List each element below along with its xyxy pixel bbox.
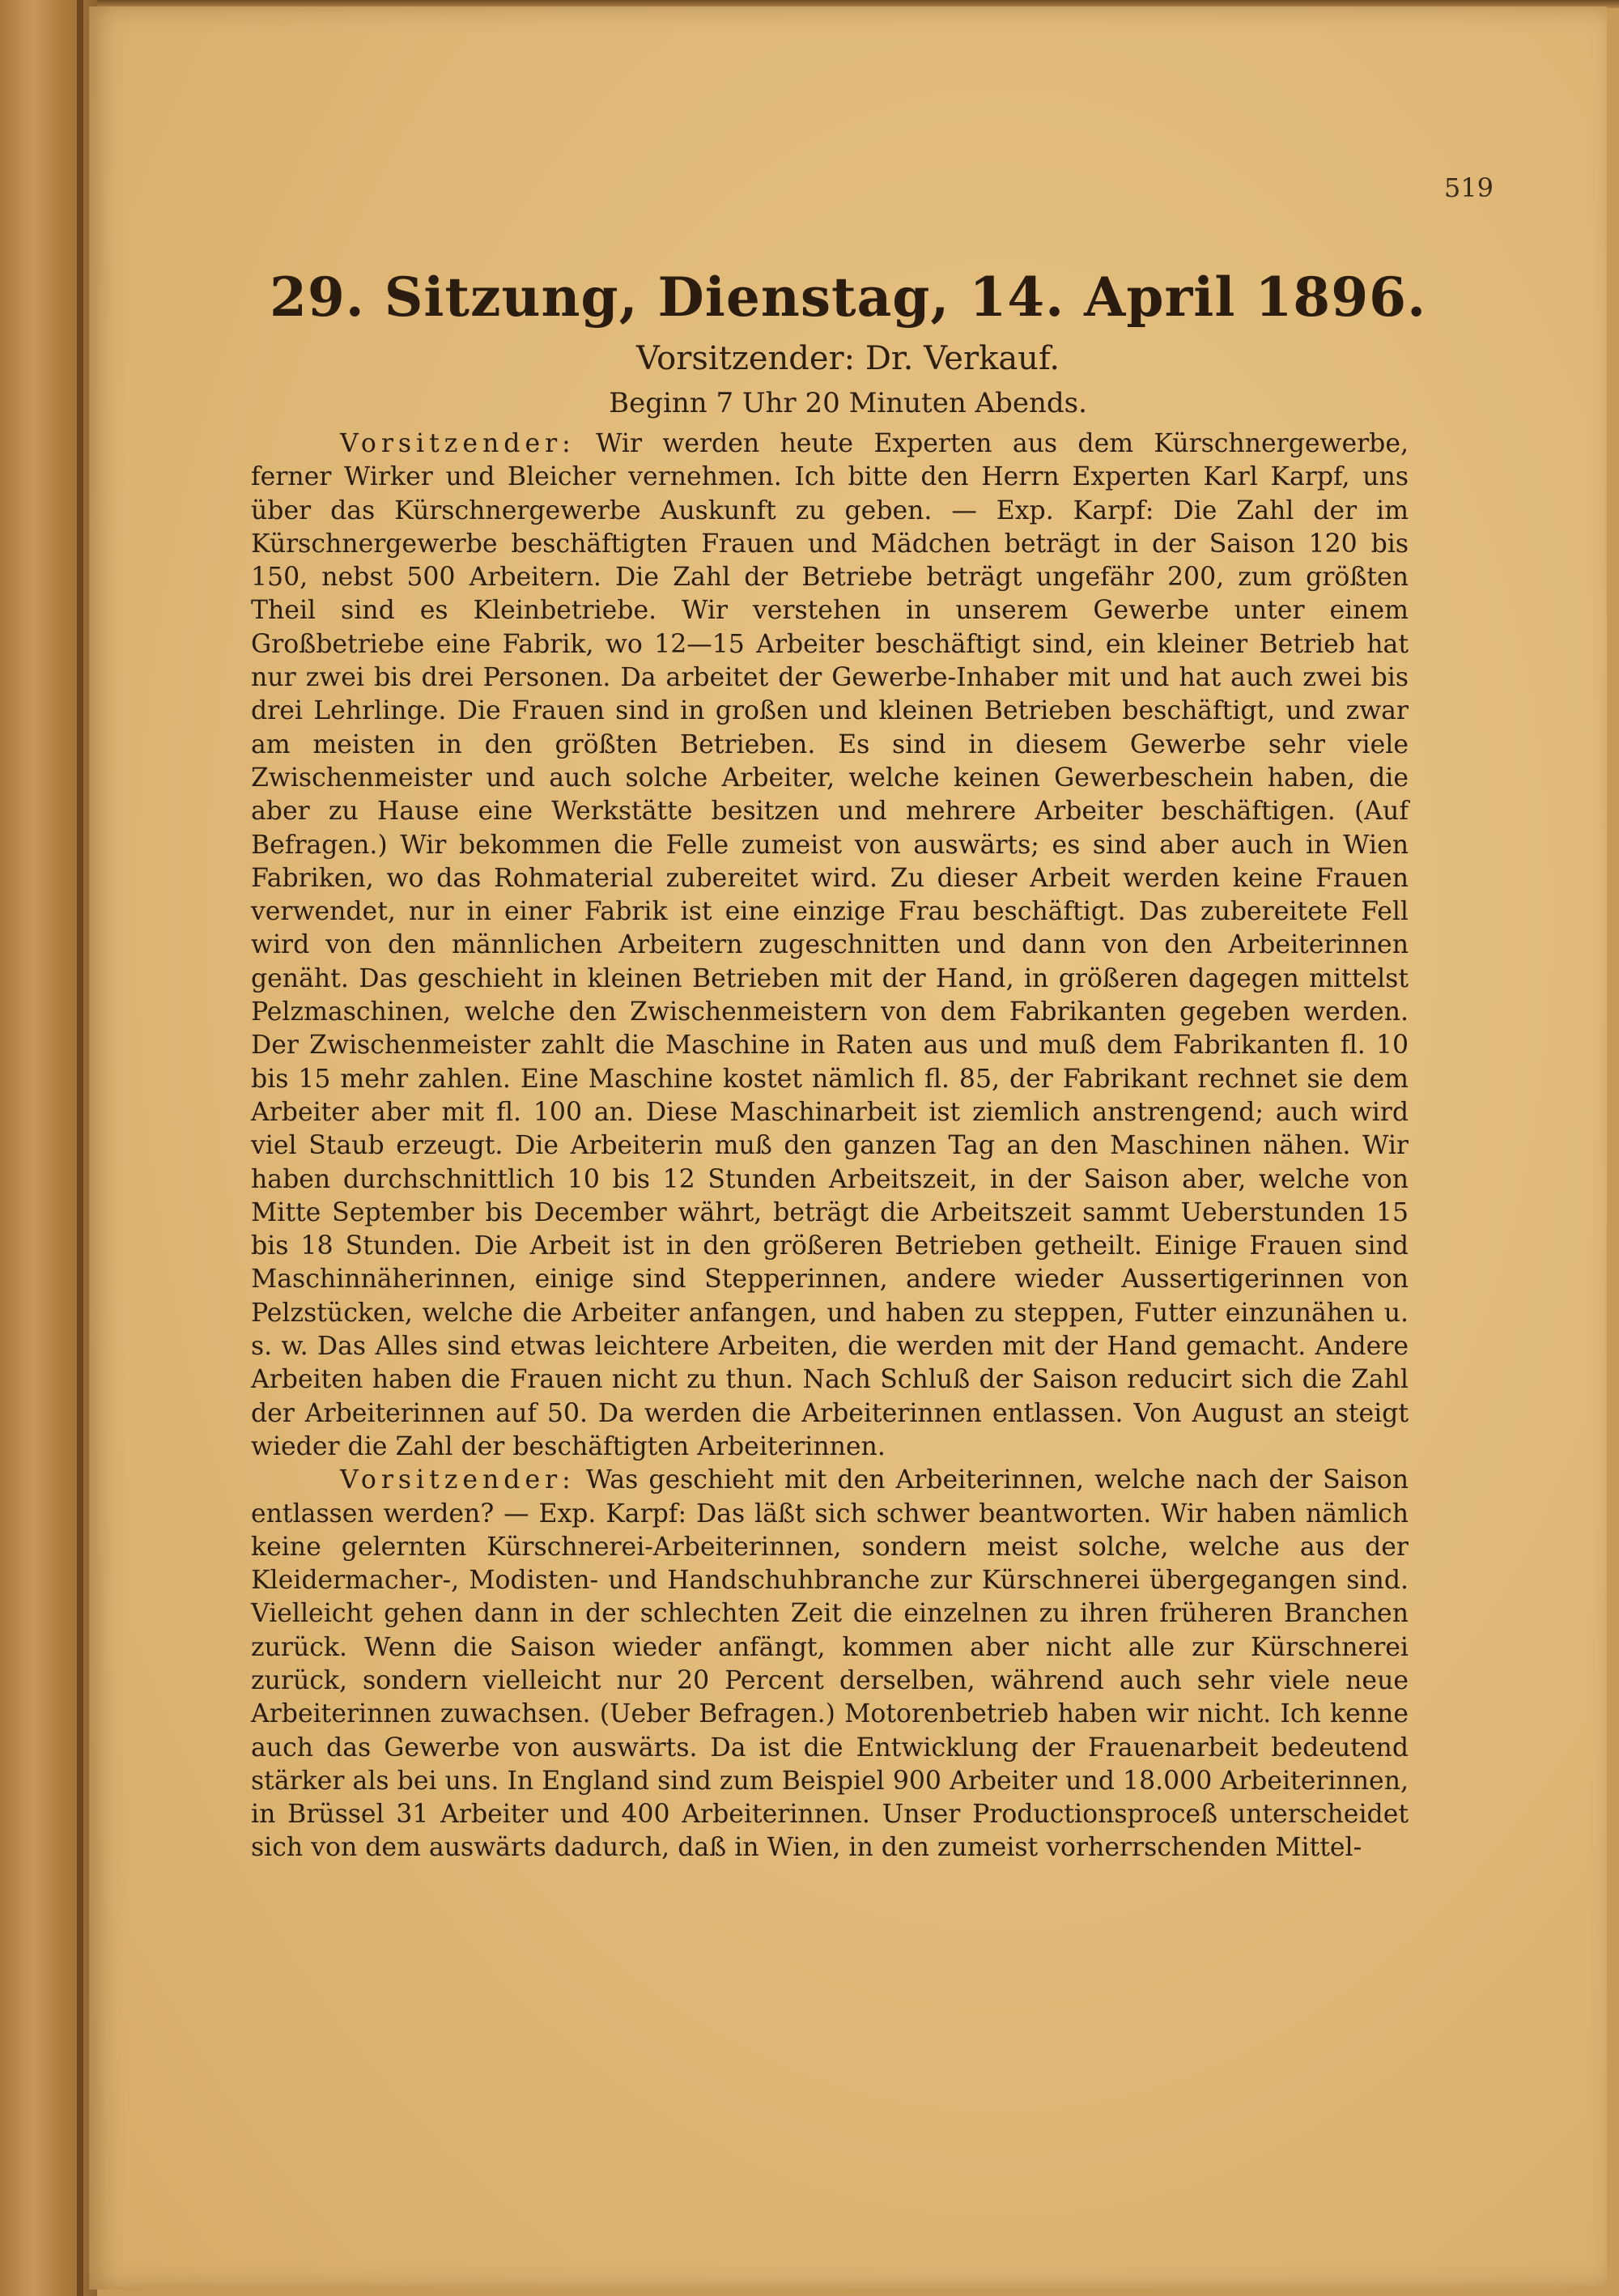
start-time-line: Beginn 7 Uhr 20 Minuten Abends. xyxy=(609,387,1087,419)
binding-gutter xyxy=(77,0,83,2296)
page-number: 519 xyxy=(1443,172,1494,203)
session-title: 29. Sitzung, Dienstag, 14. April 1896. xyxy=(269,266,1427,329)
chair-line: Vorsitzender: Dr. Verkauf. xyxy=(635,340,1060,377)
speaker-label: Vorsitzender: xyxy=(340,1465,576,1495)
body-text xyxy=(251,427,1409,1865)
paragraph-text: Wir werden heute Experten aus dem Kürschnergewerbe, ferner Wirker und Bleicher vernehmen. Ich bitte den Herrn Experten Karl Karpf, uns über das Kürschnergewerbe Auskunft zu geben. — Exp. Karpf: Die Zahl der im Kürschnergewerbe beschäftigten Frauen und Mädchen beträgt in der Saison 120 bis 150, nebst 500 Arbeitern. Die Zahl der Betriebe beträgt ungefähr 200, zum größten Theil sind es Kleinbetriebe. Wir verstehen in unserem Gewerbe unter einem Großbetriebe eine Fabrik, wo 12—15 Arbeiter beschäftigt sind, ein kleiner Betrieb hat nur zwei bis drei Personen. Da arbeitet der Gewerbe-Inhaber mit und hat auch zwei bis drei Lehrlinge. Die Frauen sind in großen und kleinen Betrieben beschäftigt, und zwar am meisten in den größten Betrieben. Es sind in diesem Gewerbe sehr viele Zwischenmeister und auch solche Arbeiter, welche keinen Gewerbeschein haben, die aber zu Hause eine Werkstätte besitzen und mehrere Arbeiter beschäftigen. (Auf Befragen.) Wir bekommen die Felle zumeist von auswärts; es sind aber auch in Wien Fabriken, wo das Rohmaterial zubereitet wird. Zu dieser Arbeit werden keine Frauen verwendet, nur in einer Fabrik ist eine einzige Frau beschäftigt. Das zubereitete Fell wird von den männlichen Arbeitern zugeschnitten und dann von den Arbeiterinnen genäht. Das geschieht in kleinen Betrieben mit der Hand, in größeren dagegen mittelst Pelzmaschinen, welche den Zwischenmeistern von dem Fabrikanten gegeben werden. Der Zwischenmeister zahlt die Maschine in Raten aus und muß dem Fabrikanten fl. 10 bis 15 mehr zahlen. Eine Maschine kostet nämlich fl. 85, der Fabrikant rechnet sie dem Arbeiter aber mit fl. 100 an. Diese Maschinarbeit ist ziemlich anstrengend; auch wird viel Staub erzeugt. Die Arbeiterin muß den ganzen Tag an den Maschinen nähen. Wir haben durchschnittlich 10 bis 12 Stunden Arbeitszeit, in der Saison aber, welche von Mitte September bis December währt, beträgt die Arbeitszeit sammt Ueberstunden 15 bis 18 Stunden. Die Arbeit ist in den größeren Betrieben getheilt. Einige Frauen sind Maschinnäherinnen, einige sind Stepperinnen, andere wieder Aussertigerinnen von Pelzstücken, welche die Arbeiter anfangen, und haben zu steppen, Futter einzunähen u. s. w. Das Alles sind etwas leichtere Arbeiten, die werden mit der Hand gemacht. Andere Arbeiten haben die Frauen nicht zu thun. Nach Schluß der Saison reducirt sich die Zahl der Arbeiterinnen auf 50. Da werden die Arbeiterinnen entlassen. Von August an steigt wieder die Zahl der beschäftigten Arbeiterinnen. xyxy=(251,429,1409,1461)
paragraph-text: Was geschieht mit den Arbeiterinnen, welche nach der Saison entlassen werden? — Exp. Karpf: Das läßt sich schwer beantworten. Wir haben nämlich keine gelernten Kürschnerei-Arbeiterinnen, sondern meist solche, welche aus der Kleidermacher-, Modisten- und Handschuhbranche zur Kürschnerei übergegangen sind. Vielleicht gehen dann in der schlechten Zeit die einzelnen zu ihren früheren Branchen zurück. Wenn die Saison wieder anfängt, kommen aber nicht alle zur Kürschnerei zurück, sondern vielleicht nur 20 Percent derselben, während auch sehr viele neue Arbeiterinnen zuwachsen. (Ueber Befragen.) Motorenbetrieb haben wir nicht. Ich kenne auch das Gewerbe von auswärts. Da ist die Entwicklung der Frauenarbeit bedeutend stärker als bei uns. In England sind zum Beispiel 900 Arbeiter und 18.000 Arbeiterinnen, in Brüssel 31 Arbeiter und 400 Arbeiterinnen. Unser Productionsproceß unterscheidet sich von dem auswärts dadurch, daß in Wien, in den zumeist vorherrschenden Mittel- xyxy=(251,1465,1409,1863)
speaker-label: Vorsitzender: xyxy=(340,429,576,458)
paragraph-1 xyxy=(251,427,1409,1464)
paragraph-2 xyxy=(251,1464,1409,1865)
book-page xyxy=(89,6,1607,2290)
